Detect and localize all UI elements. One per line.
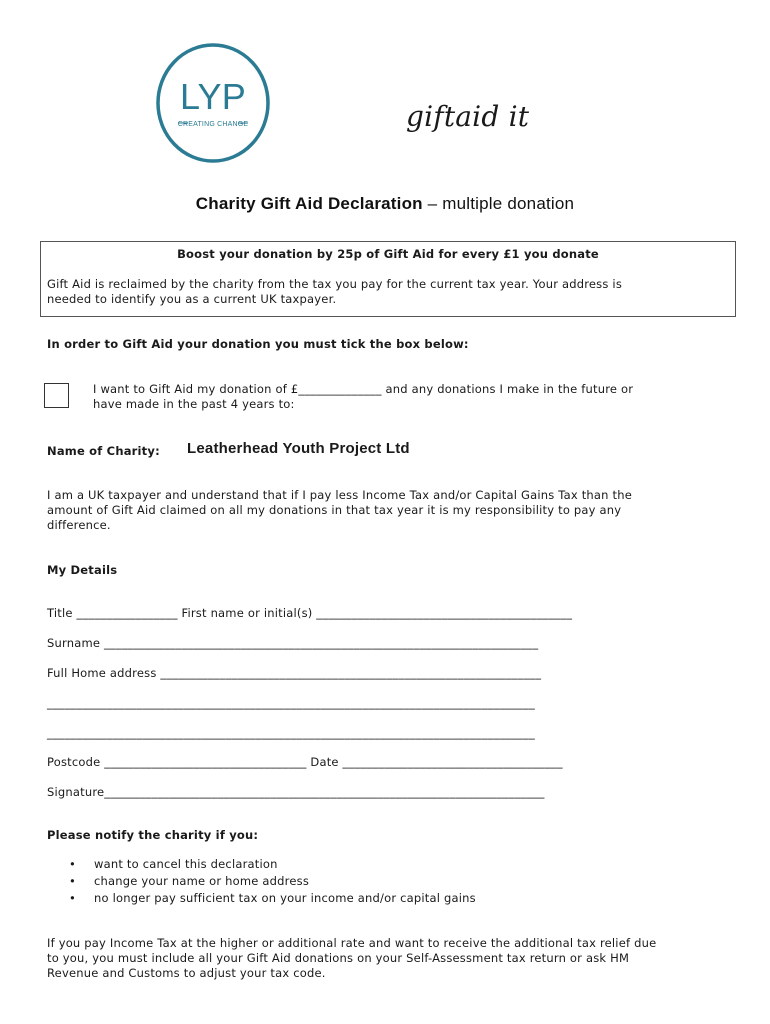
page-title [0,194,770,214]
surname-field[interactable]: Surname _________________________________________________________________________ [47,636,539,650]
bullet-icon: • [69,874,76,888]
signature-field[interactable]: Signature__________________________________________________________________________ [47,785,545,799]
lyp-logo [155,42,271,164]
charity-label: Name of Charity: [47,444,160,458]
home-address-field[interactable]: Full Home address ________________________________________________________________ [47,666,542,680]
title-bold: Charity Gift Aid Declaration [195,194,423,213]
charity-name: Leatherhead Youth Project Ltd [187,440,410,457]
declaration-line-2: have made in the past 4 years to: [93,397,295,411]
notify-heading: Please notify the charity if you: [47,828,259,842]
taxpayer-line-1: I am a UK taxpayer and understand that if I pay less Income Tax and/or Capital Gains Tax than the [47,488,632,502]
footer-line-2: to you, you must include all your Gift Aid donations on your Self-Assessment tax return or ask HM [47,951,630,965]
taxpayer-line-2: amount of Gift Aid claimed on all my donations in that tax year it is my responsibility to pay any [47,503,622,517]
declaration-line-1: I want to Gift Aid my donation of £______________ and any donations I make in the future or [93,382,634,396]
my-details-heading: My Details [47,563,118,577]
address-line-2-field[interactable]: __________________________________________________________________________________ [47,696,535,710]
footer-note [47,936,656,981]
info-line-1: Gift Aid is reclaimed by the charity from the tax you pay for the current tax year. Your address is [47,277,623,291]
bullet-icon: • [69,857,76,871]
notify-item-text: no longer pay sufficient tax on your income and/or capital gains [94,891,476,905]
notify-item [47,856,476,873]
bullet-icon: • [69,891,76,905]
info-box-body [47,277,727,306]
notify-item [47,890,476,907]
title-name-field[interactable]: Title _________________ First name or initial(s) ___________________________________________ [47,606,573,620]
taxpayer-line-3: difference. [47,518,111,532]
address-line-3-field[interactable]: __________________________________________________________________________________ [47,726,535,740]
info-box [40,241,736,317]
postcode-date-field[interactable]: Postcode __________________________________ Date _____________________________________ [47,755,563,769]
notify-item-text: want to cancel this declaration [94,857,278,871]
notify-item-text: change your name or home address [94,874,310,888]
info-box-heading: Boost your donation by 25p of Gift Aid for every £1 you donate [177,247,599,261]
notify-list [47,856,476,907]
logo-text: LYP [180,76,246,117]
giftaid-it-logo [404,92,584,144]
taxpayer-statement [47,488,632,533]
instruction-text: In order to Gift Aid your donation you must tick the box below: [47,337,469,351]
footer-line-1: If you pay Income Tax at the higher or additional rate and want to receive the additional tax relief due [47,936,657,950]
footer-line-3: Revenue and Customs to adjust your tax code. [47,966,326,980]
info-line-2: needed to identify you as a current UK taxpayer. [47,291,337,306]
gift-aid-checkbox[interactable] [44,383,69,408]
title-rest: – multiple donation [422,194,575,213]
notify-item [47,873,476,890]
declaration-text [93,382,633,412]
logo-tagline: CREATING CHANGE [177,121,249,128]
giftaid-logo-text: giftaid it [406,100,530,133]
